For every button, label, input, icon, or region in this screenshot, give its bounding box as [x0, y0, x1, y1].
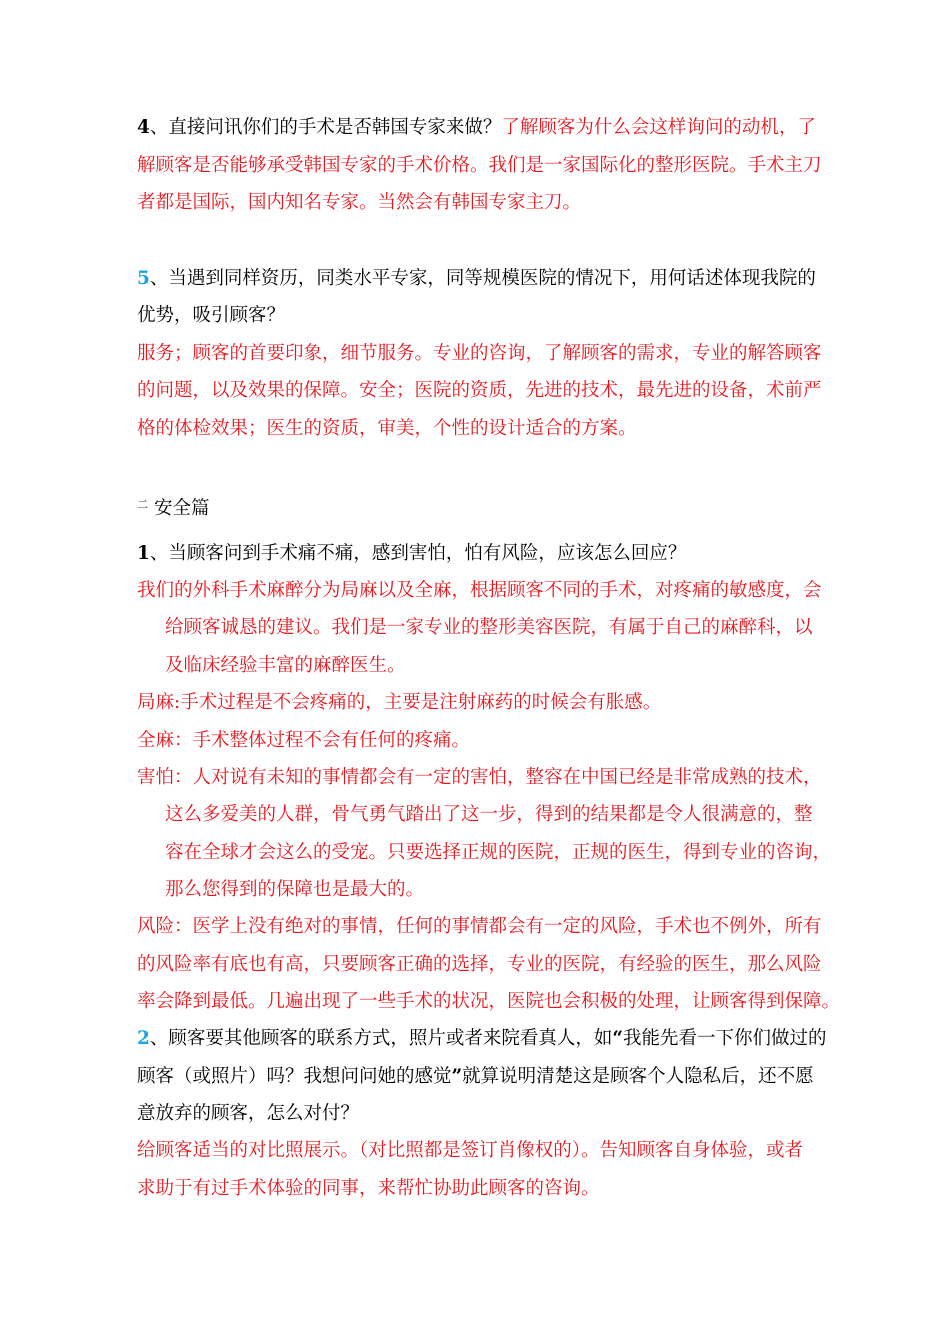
- s1-general-anesthesia: 全麻：手术整体过程不会有任何的疼痛。: [137, 730, 471, 751]
- s1-answer-line-3: 及临床经验丰富的麻醉医生。: [165, 655, 406, 676]
- s2-question-line-1a: 、顾客要其他顾客的联系方式，照片或者来院看真人，如: [149, 1028, 613, 1049]
- q5-line-1: [137, 266, 816, 292]
- s1-fear-line-2: 这么多爱美的人群，骨气勇气踏出了这一步，得到的结果都是令人很满意的，整: [165, 804, 813, 825]
- s2-question-line-1: [137, 1026, 827, 1052]
- s1-answer-line-2: 给顾客诚恳的建议。我们是一家专业的整形美容医院，有属于自己的麻醉科，以: [165, 617, 813, 638]
- q4-line-1: [137, 115, 816, 141]
- q5-number: 5: [137, 268, 150, 289]
- s1-fear-line-1: 害怕：人对说有未知的事情都会有一定的害怕，整容在中国已经是非常成熟的技术，: [137, 767, 822, 788]
- s1-risk-line-2: 的风险率有底也有高，只要顾客正确的选择，专业的医院，有经验的医生，那么风险: [137, 954, 822, 975]
- s1-fear-line-3: 容在全球才会这么的受宠。只要选择正规的医院，正规的医生，得到专业的咨询，: [165, 842, 832, 863]
- s2-question-line-2c: 就算说明清楚这是顾客个人隐私后，还不愿: [462, 1066, 814, 1087]
- q5-question-line-2: 优势，吸引顾客？: [137, 305, 286, 326]
- q5-answer-line-2: 的问题，以及效果的保障。安全；医院的资质，先进的技术，最先进的设备，术前严: [137, 380, 822, 401]
- q4-answer-line-2: 解顾客是否能够承受韩国专家的手术价格。我们是一家国际化的整形医院。手术主刀: [137, 155, 822, 176]
- q5-question-line-1: 、当遇到同样资历，同类水平专家，同等规模医院的情况下，用何话述体现我院的: [149, 268, 816, 289]
- q4-answer-start: 了解顾客为什么会这样询问的动机，了: [501, 117, 816, 138]
- s2-question-line-3: 意放弃的顾客，怎么对付？: [137, 1103, 360, 1124]
- s2-question-line-2a: 顾客（或照片）吗？我想问问她的感觉: [137, 1066, 452, 1087]
- q4-answer-line-3: 者都是国际，国内知名专家。当然会有韩国专家主刀。: [137, 192, 582, 213]
- s2-close-quote: ”: [451, 1066, 463, 1087]
- s2-question-line-1c: 我能先看一下你们做过的: [623, 1028, 827, 1049]
- q4-question: 、直接问讯你们的手术是否韩国专家来做？: [149, 117, 502, 138]
- s1-local-label: 局麻: [137, 692, 175, 713]
- s2-open-quote: “: [612, 1028, 624, 1049]
- s2-answer-line-1: 给顾客适当的对比照展示。（对比照都是签订肖像权的）。告知顾客自身体验，或者: [137, 1140, 804, 1161]
- q5-answer-line-3: 格的体检效果；医生的资质，审美，个性的设计适合的方案。: [137, 418, 637, 439]
- s2-answer-line-2: 求助于有过手术体验的同事，来帮忙协助此顾客的咨询。: [137, 1178, 600, 1199]
- q5-answer-line-1: 服务；顾客的首要印象，细节服务。专业的咨询，了解顾客的需求，专业的解答顾客: [137, 343, 822, 364]
- s2-question-line-2: [137, 1064, 814, 1090]
- section-heading: [137, 496, 210, 522]
- s1-fear-line-4: 那么您得到的保障也是最大的。: [165, 879, 425, 900]
- s1-local-text: :手术过程是不会疼痛的，主要是注射麻药的时候会有胀感。: [174, 692, 662, 713]
- q4-number: 4: [137, 117, 150, 138]
- s2-number: 2: [137, 1028, 150, 1049]
- section-title: 安全篇: [154, 498, 210, 519]
- s1-risk-line-1: 风险：医学上没有绝对的事情，任何的事情都会有一定的风险，手术也不例外，所有: [137, 916, 822, 937]
- s1-question-text: 、当顾客问到手术痛不痛，感到害怕，怕有风险，应该怎么回应？: [149, 543, 687, 564]
- s1-question: [137, 541, 686, 567]
- s1-risk-line-3: 率会降到最低。几遍出现了一些手术的状况，医院也会积极的处理，让顾客得到保障。: [137, 991, 841, 1012]
- s1-answer-line-1: 我们的外科手术麻醉分为局麻以及全麻，根据顾客不同的手术，对疼痛的敏感度，会: [137, 580, 822, 601]
- section-marker: 二: [137, 498, 148, 511]
- s1-number: 1: [137, 543, 150, 564]
- s1-local-anesthesia: [137, 690, 661, 716]
